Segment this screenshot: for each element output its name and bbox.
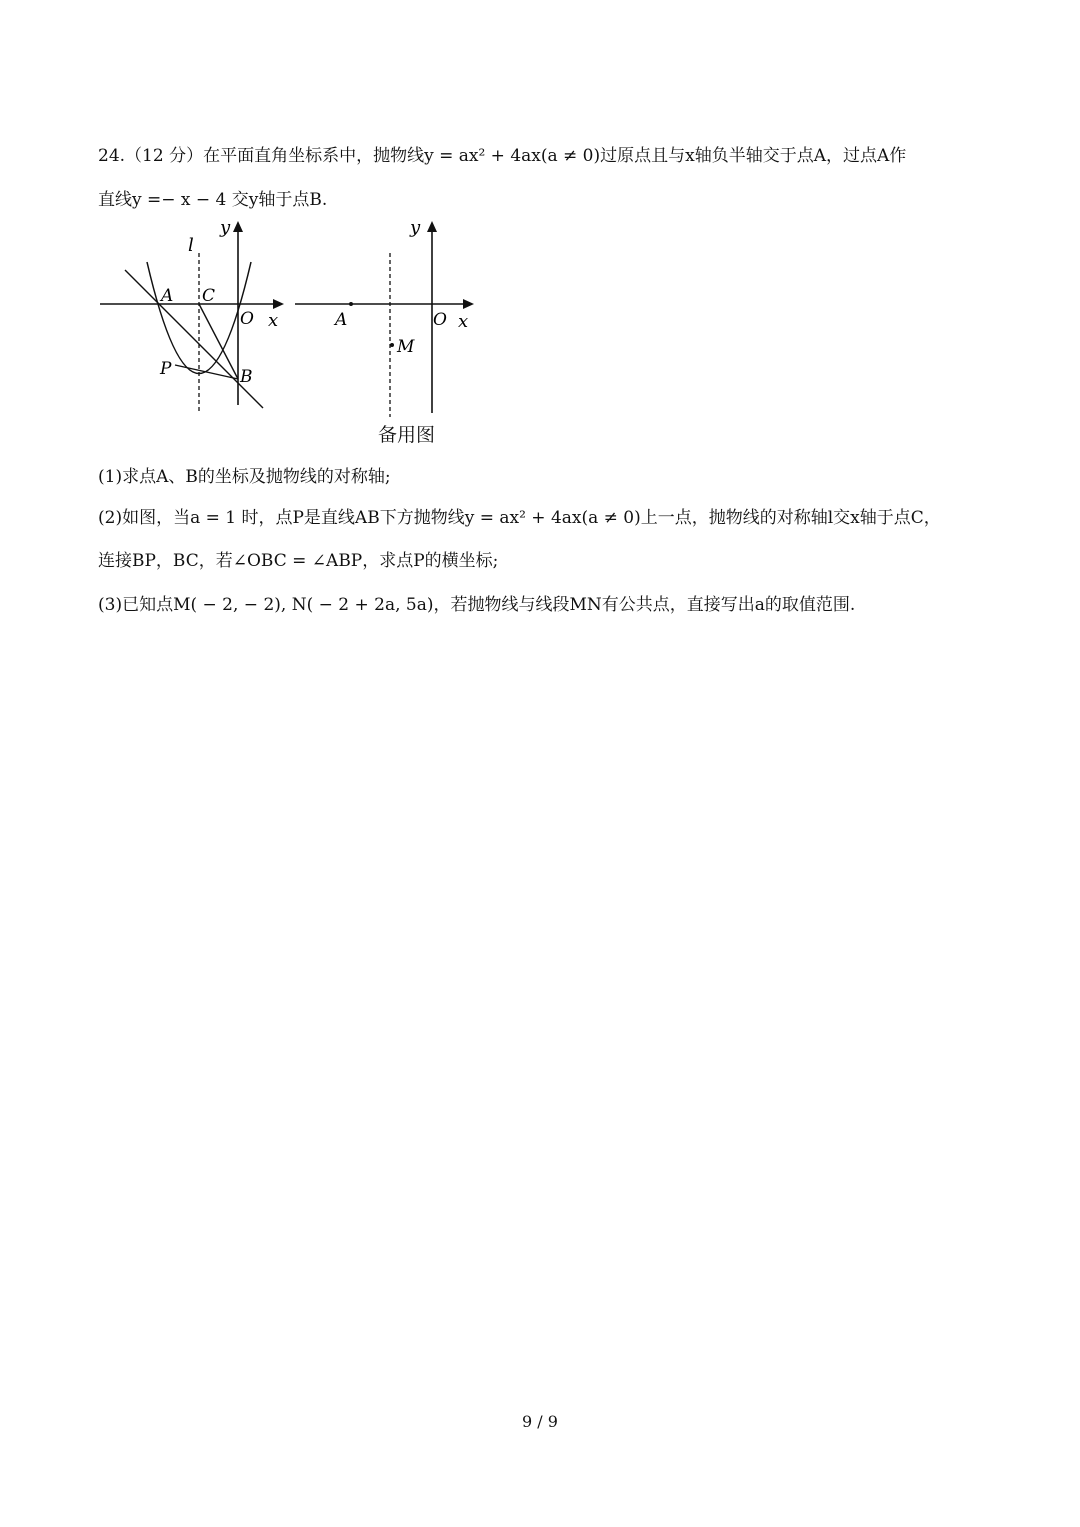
backup-figure	[290, 215, 480, 420]
main-figure	[95, 215, 290, 415]
question-header: 24.（12 分）在平面直角坐标系中，抛物线y = ax² + 4ax(a ≠ 0)过原点且与x轴负半轴交于点A，过点A作	[98, 146, 907, 166]
main-x-arrow-icon	[273, 299, 284, 309]
main-label-l: l	[188, 235, 194, 256]
main-label-c: C	[202, 286, 216, 306]
backup-figure-caption: 备用图	[378, 424, 436, 446]
backup-label-x: x	[458, 311, 469, 332]
main-y-arrow-icon	[233, 221, 243, 232]
backup-y-arrow-icon	[427, 221, 437, 232]
backup-label-y: y	[410, 217, 421, 238]
line-bc	[199, 304, 238, 379]
backup-x-arrow-icon	[463, 299, 474, 309]
main-label-b: B	[240, 367, 253, 387]
subquestion-1: (1)求点A、B的坐标及抛物线的对称轴;	[98, 467, 391, 487]
main-label-o: O	[240, 309, 254, 329]
backup-label-o: O	[433, 310, 447, 330]
question-continuation: 直线y =− x − 4 交y轴于点B.	[98, 190, 328, 210]
main-label-y: y	[220, 217, 231, 238]
main-label-x: x	[268, 310, 279, 331]
subquestion-2: (2)如图，当a = 1 时，点P是直线AB下方抛物线y = ax² + 4ax(a ≠ 0)上一点，抛物线的对称轴l交x轴于点C，	[98, 508, 941, 528]
backup-point-m	[390, 343, 394, 347]
page-number: 9 / 9	[522, 1412, 558, 1431]
subquestion-3: (3)已知点M( − 2, − 2), N( − 2 + 2a, 5a)，若抛物线与线段MN有公共点，直接写出a的取值范围.	[98, 595, 856, 615]
main-label-p: P	[160, 359, 172, 379]
backup-label-a: A	[335, 310, 348, 330]
backup-point-a	[349, 302, 353, 306]
subquestion-2-continuation: 连接BP，BC，若∠OBC = ∠ABP，求点P的横坐标;	[98, 551, 499, 571]
line-ab	[125, 270, 263, 408]
backup-label-m: M	[397, 337, 415, 357]
line-bp	[175, 365, 238, 379]
main-label-a: A	[161, 286, 174, 306]
